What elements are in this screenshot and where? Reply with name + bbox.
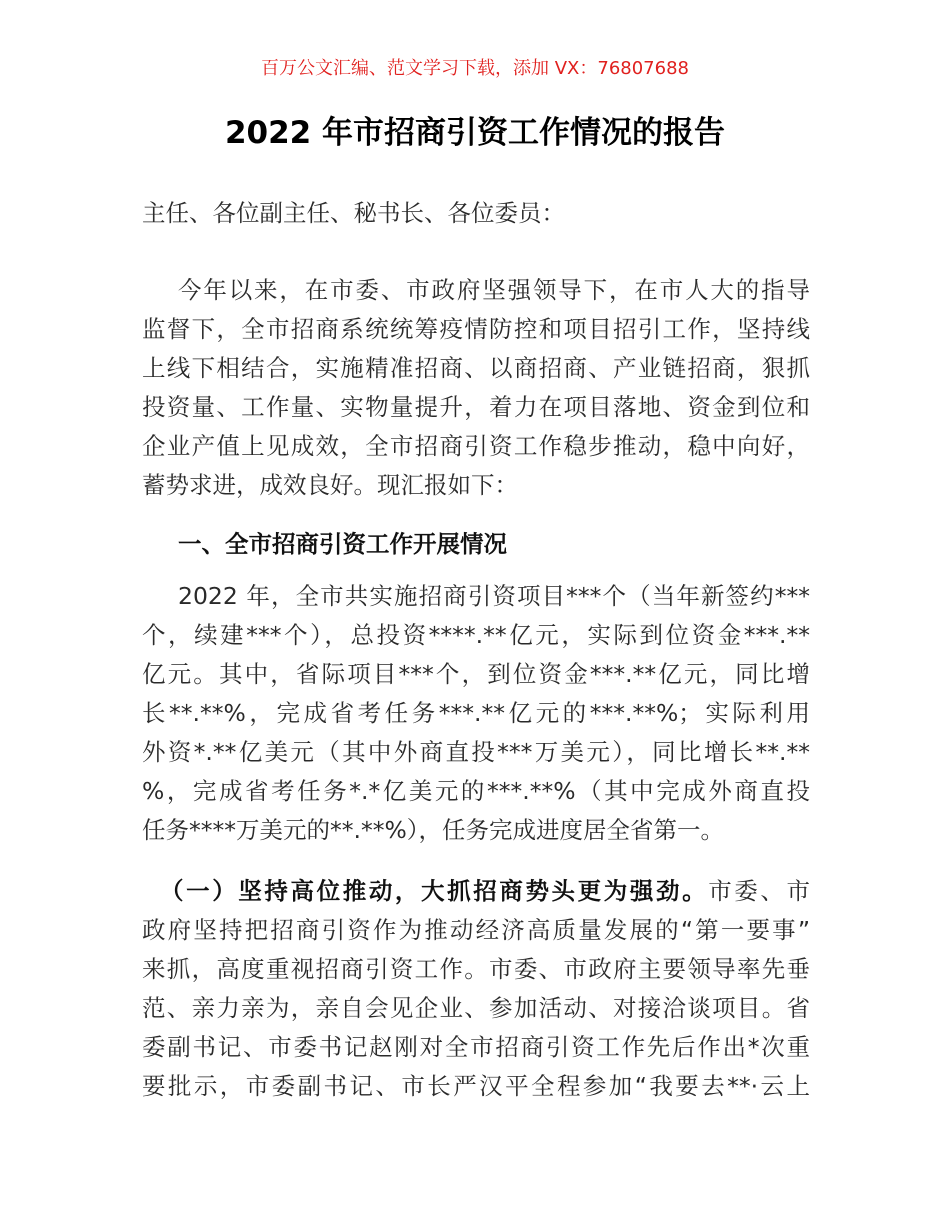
text-line: 企业产值上见成效，全市招商引资工作稳步推动，稳中向好， bbox=[142, 432, 810, 460]
text-line: 上线下相结合，实施精准招商、以商招商、产业链招商，狠抓 bbox=[142, 354, 810, 382]
text-line: 来抓，高度重视招商引资工作。市委、市政府主要领导率先垂 bbox=[142, 955, 810, 983]
text-line: 要批示，市委副书记、市长严汉平全程参加“我要去**·云上 bbox=[142, 1072, 810, 1100]
text-line: 政府坚持把招商引资作为推动经济高质量发展的“第一要事” bbox=[142, 916, 810, 944]
text-line: 投资量、工作量、实物量提升，着力在项目落地、资金到位和 bbox=[142, 393, 810, 421]
text-line bbox=[160, 872, 810, 911]
subsection-heading: （一）坚持高位推动，大抓招商势头更为强劲。 bbox=[160, 877, 709, 905]
text-line: 委副书记、市委书记赵刚对全市招商引资工作先后作出*次重 bbox=[142, 1033, 810, 1061]
text-line: 范、亲力亲为，亲自会见企业、参加活动、对接洽谈项目。省 bbox=[142, 994, 810, 1022]
document-title: 2022 年市招商引资工作情况的报告 bbox=[224, 115, 726, 151]
text-line: 个，续建***个），总投资****.**亿元，实际到位资金***.** bbox=[142, 621, 810, 649]
text-line: %，完成省考任务*.*亿美元的***.**%（其中完成外商直投 bbox=[142, 777, 810, 805]
text-line: 亿元。其中，省际项目***个，到位资金***.**亿元，同比增 bbox=[142, 660, 810, 688]
text-line: 蓄势求进，成效良好。现汇报如下： bbox=[142, 471, 518, 499]
text-line: 今年以来，在市委、市政府坚强领导下，在市人大的指导 bbox=[178, 276, 810, 304]
text-run: 市委、市 bbox=[708, 877, 811, 905]
text-line: 监督下，全市招商系统统筹疫情防控和项目招引工作，坚持线 bbox=[142, 315, 810, 343]
text-line: 2022 年，全市共实施招商引资项目***个（当年新签约*** bbox=[178, 582, 810, 610]
text-line: 长**.**%，完成省考任务***.**亿元的***.**%；实际利用 bbox=[142, 699, 810, 727]
watermark-banner: 百万公文汇编、范文学习下载，添加 VX：76807688 bbox=[261, 58, 689, 79]
section-heading: 一、全市招商引资工作开展情况 bbox=[178, 530, 507, 558]
greeting: 主任、各位副主任、秘书长、各位委员： bbox=[142, 199, 565, 227]
text-line: 外资*.**亿美元（其中外商直投***万美元），同比增长**.** bbox=[142, 738, 810, 766]
text-line: 任务****万美元的**.**%），任务完成进度居全省第一。 bbox=[142, 816, 725, 844]
